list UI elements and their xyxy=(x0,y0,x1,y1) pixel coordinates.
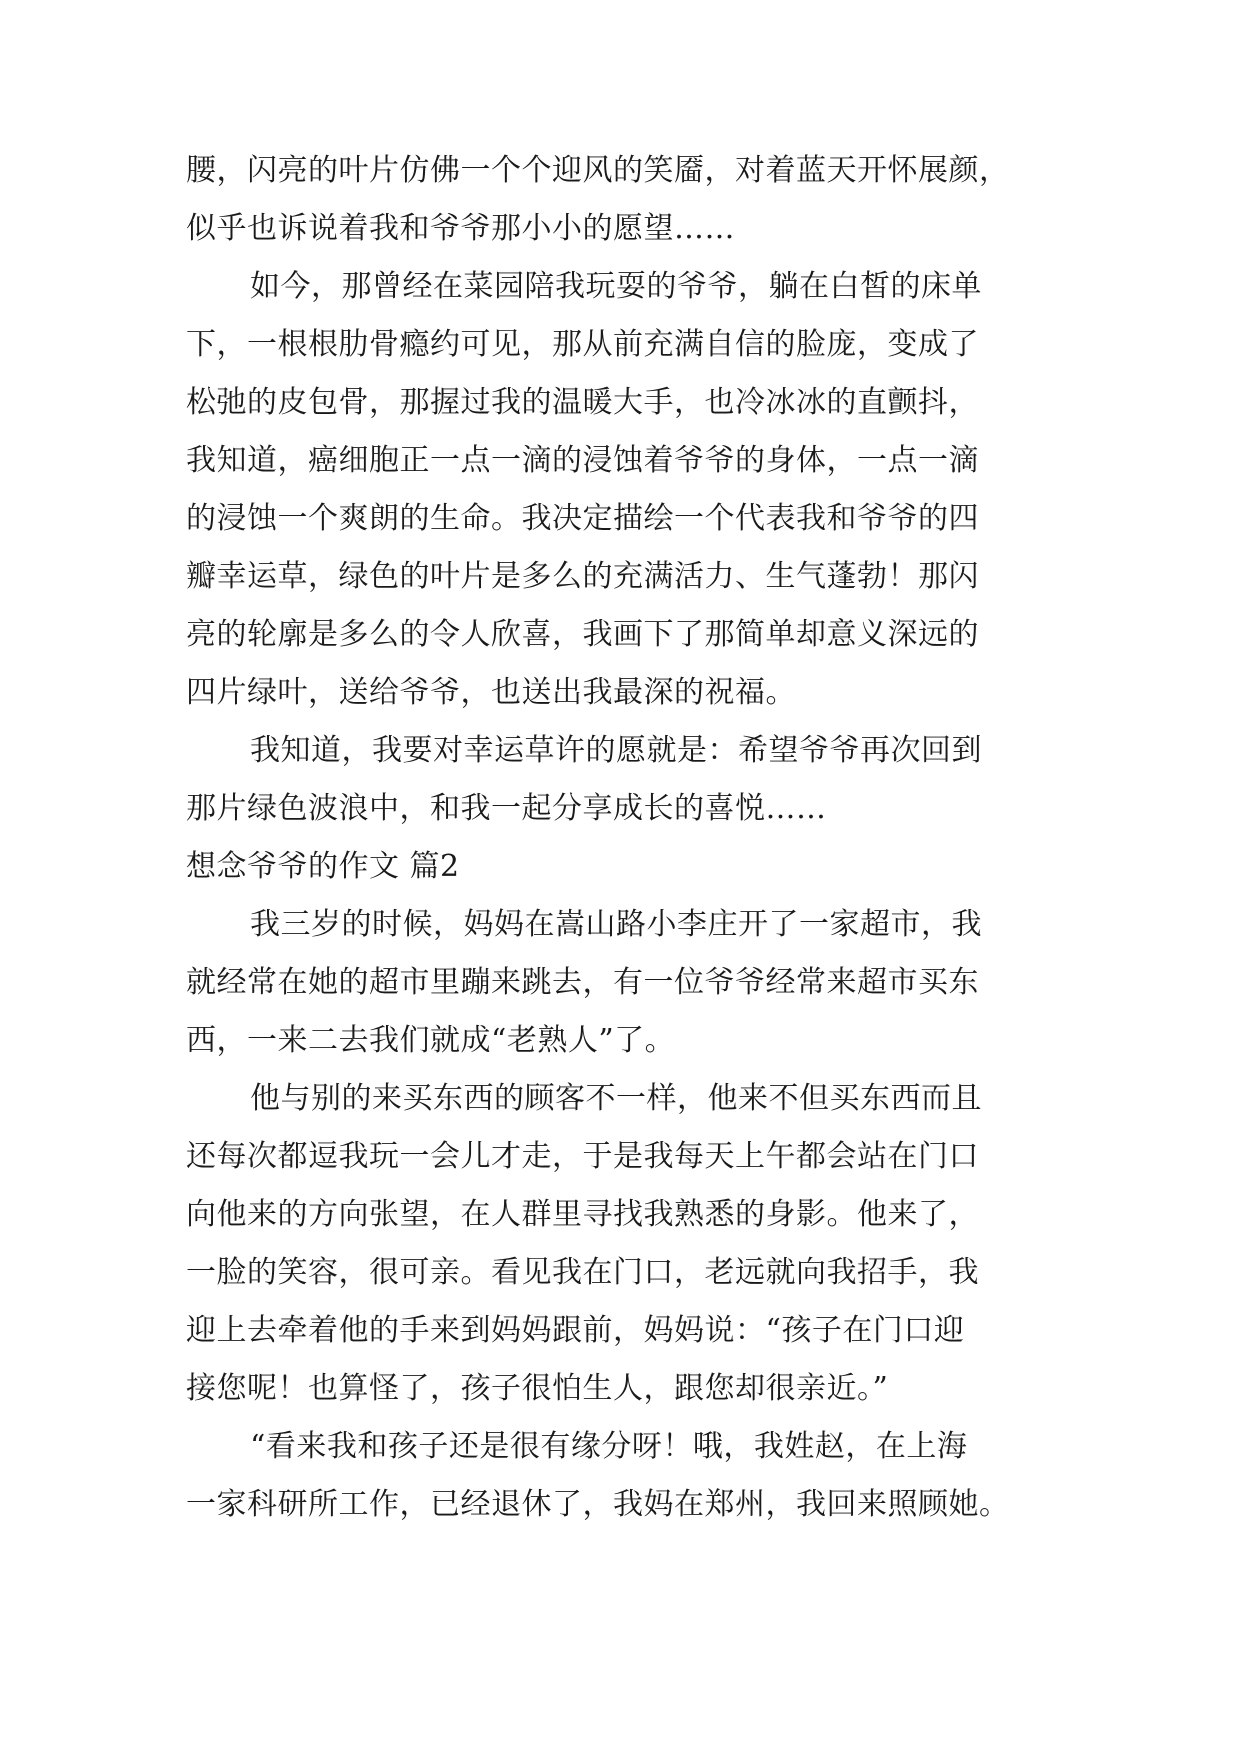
text-line: 一脸的笑容，很可亲。看见我在门口，老远就向我招手，我 xyxy=(186,1255,979,1290)
text-line: 就经常在她的超市里蹦来跳去，有一位爷爷经常来超市买东 xyxy=(186,965,979,1000)
paragraph-start-line: 如今，那曾经在菜园陪我玩耍的爷爷，躺在白皙的床单 xyxy=(250,269,982,304)
text-line: 亮的轮廓是多么的令人欣喜，我画下了那简单却意义深远的 xyxy=(186,617,979,652)
text-line: 迎上去牵着他的手来到妈妈跟前，妈妈说：“孩子在门口迎 xyxy=(186,1313,965,1348)
text-line: 西，一来二去我们就成“老熟人”了。 xyxy=(186,1023,676,1058)
text-line: 松弛的皮包骨，那握过我的温暖大手，也冷冰冰的直颤抖， xyxy=(186,385,979,420)
text-line: 的浸蚀一个爽朗的生命。我决定描绘一个代表我和爷爷的四 xyxy=(186,501,979,536)
text-line: 下，一根根肋骨瘾约可见，那从前充满自信的脸庞，变成了 xyxy=(186,327,979,362)
text-line: 我知道，癌细胞正一点一滴的浸蚀着爷爷的身体，一点一滴 xyxy=(186,443,979,478)
text-line: 那片绿色波浪中，和我一起分享成长的喜悦…… xyxy=(186,791,827,826)
text-line: 四片绿叶，送给爷爷，也送出我最深的祝福。 xyxy=(186,675,796,710)
paragraph-start-line: 我三岁的时候，妈妈在嵩山路小李庄开了一家超市，我 xyxy=(250,907,982,942)
text-line: 似乎也诉说着我和爷爷那小小的愿望…… xyxy=(186,211,735,246)
text-line: 一家科研所工作，已经退休了，我妈在郑州，我回来照顾她。 xyxy=(186,1487,1010,1522)
document-body xyxy=(186,142,1056,1534)
text-line: 瓣幸运草，绿色的叶片是多么的充满活力、生气蓬勃！那闪 xyxy=(186,559,979,594)
text-line: 接您呢！也算怪了，孩子很怕生人，跟您却很亲近。” xyxy=(186,1371,889,1406)
paragraph-start-line: 我知道，我要对幸运草许的愿就是：希望爷爷再次回到 xyxy=(250,733,982,768)
paragraph-start-line: 他与别的来买东西的顾客不一样，他来不但买东西而且 xyxy=(250,1081,982,1116)
text-line: 腰，闪亮的叶片仿佛一个个迎风的笑靥，对着蓝天开怀展颜， xyxy=(186,153,1010,188)
paragraph-start-line: “看来我和孩子还是很有缘分呀！哦，我姓赵，在上海 xyxy=(250,1429,968,1464)
text-line: 向他来的方向张望，在人群里寻找我熟悉的身影。他来了， xyxy=(186,1197,979,1232)
section-heading: 想念爷爷的作文 篇2 xyxy=(186,849,460,884)
text-line: 还每次都逗我玩一会儿才走，于是我每天上午都会站在门口 xyxy=(186,1139,979,1174)
